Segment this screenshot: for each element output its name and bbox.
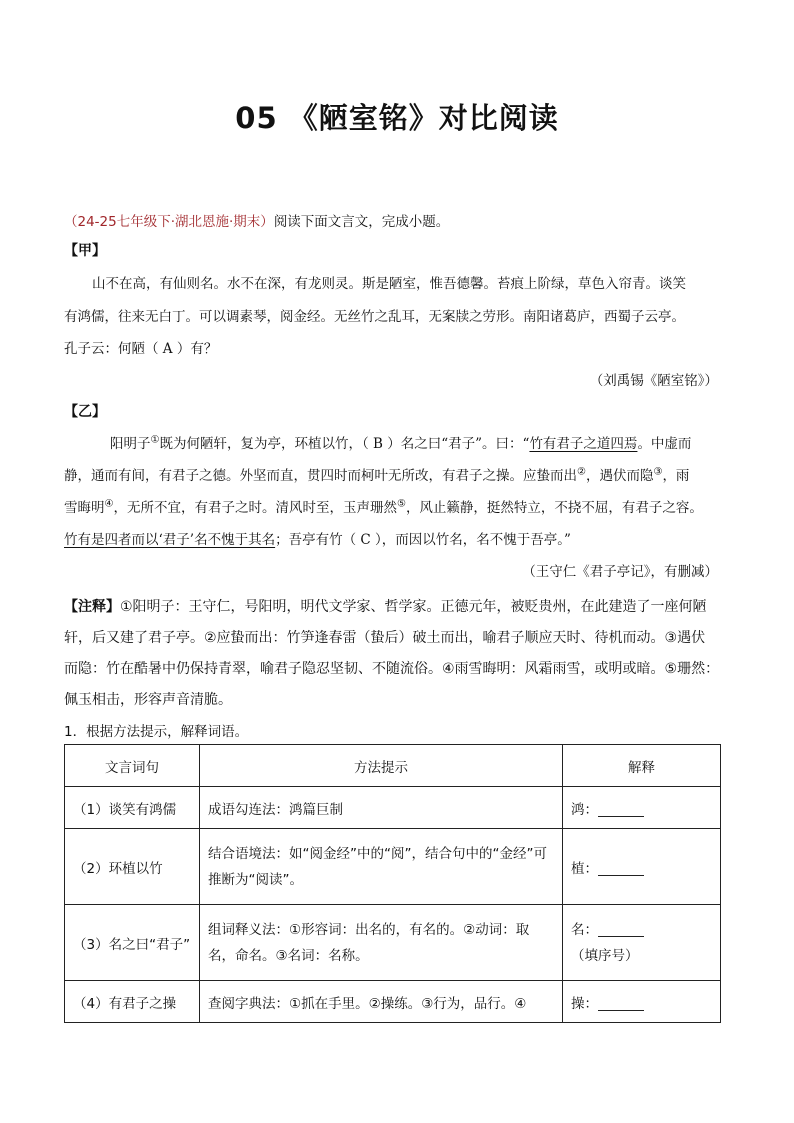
- yi-line-4: [64, 528, 571, 548]
- intro-instruction: 阅读下面文言文，完成小题。: [273, 214, 450, 230]
- yi-line-2: [64, 464, 689, 484]
- answer-blank[interactable]: [598, 861, 644, 876]
- yi-text: 雪晦明: [64, 500, 105, 516]
- note-marker: ⑤: [396, 498, 406, 510]
- yi-text: ，雨: [662, 468, 690, 484]
- col-header: 方法提示: [200, 745, 563, 787]
- table-row: [65, 905, 721, 981]
- col-header: 文言词句: [65, 745, 200, 787]
- note-marker: ④: [104, 498, 114, 510]
- table-header-row: [65, 745, 721, 787]
- yi-text: 阳明子: [110, 436, 151, 452]
- source-tag: （24-25七年级下·湖北恩施·期末）: [64, 214, 274, 230]
- answer-label: 植：: [571, 860, 598, 877]
- yi-text: ，无所不宜，有君子之时。清风时至，玉声珊然: [113, 500, 397, 516]
- answer-label: 操：: [571, 995, 598, 1012]
- answer-cell: [563, 829, 721, 905]
- jia-line-3: 孔子云：何陋（ A ）有？: [64, 341, 218, 357]
- word-cell: （4）有君子之操: [65, 981, 200, 1023]
- yi-underlined-sentence: 竹有君子之道四焉: [529, 436, 638, 452]
- answer-blank[interactable]: [598, 802, 644, 817]
- answer-blank[interactable]: [598, 996, 644, 1011]
- yi-text: ，风止籁静，挺然特立，不挠不屈，有君子之容。: [405, 500, 703, 516]
- answer-cell: [563, 981, 721, 1023]
- hint-cell: 组词释义法：①形容词：出名的，有名的。②动词：取名，命名。③名词：名称。: [200, 905, 563, 981]
- question-1: 1．根据方法提示，解释词语。: [64, 724, 249, 740]
- answer-blank[interactable]: [598, 922, 644, 937]
- notes-label: 【注释】: [64, 599, 120, 615]
- vocab-table: [64, 744, 721, 1023]
- answer-cell: [563, 905, 721, 981]
- yi-text: ；吾亭有竹（ C ），而因以竹名，名不愧于吾亭。”: [275, 532, 571, 548]
- col-header: 解释: [563, 745, 721, 787]
- answer-label: 鸿：: [571, 801, 598, 818]
- notes-line-4: 佩玉相击，形容声音清脆。: [64, 692, 232, 708]
- hint-cell: 成语勾连法：鸿篇巨制: [200, 787, 563, 829]
- answer-label: 名：: [571, 921, 598, 938]
- yi-label: 【乙】: [64, 404, 106, 420]
- table-row: [65, 787, 721, 829]
- yi-underlined-sentence: 竹有是四者而以‘君子’名不愧于其名: [64, 532, 276, 548]
- answer-note: （填序号）: [571, 947, 639, 964]
- note-marker: ①: [150, 434, 160, 446]
- notes-line-2: 轩，后又建了君子亭。②应蛰而出：竹笋逢春雷（蛰后）破土而出，喻君子顺应天时、待机而动。③遇伏: [64, 630, 706, 646]
- yi-text: ，遇伏而隐: [585, 468, 654, 484]
- word-cell: （3）名之曰“君子”: [65, 905, 200, 981]
- jia-line-1: 山不在高，有仙则名。水不在深，有龙则灵。斯是陋室，惟吾德馨。苔痕上阶绿，草色入帘青。谈笑: [92, 276, 686, 292]
- intro-line: [64, 210, 449, 230]
- yi-line-1: [110, 432, 691, 452]
- jia-label: 【甲】: [64, 243, 106, 259]
- notes-text: ①阳明子：王守仁，号阳明，明代文学家、哲学家。正德元年，被贬贵州，在此建造了一座何陋: [120, 599, 707, 615]
- jia-line-2: 有鸿儒，往来无白丁。可以调素琴，阅金经。无丝竹之乱耳，无案牍之劳形。南阳诸葛庐，西蜀子云亭。: [64, 309, 685, 325]
- notes-line-3: 而隐：竹在酷暑中仍保持青翠，喻君子隐忍坚韧、不随流俗。④雨雪晦明：风霜雨雪，或明或暗。⑤珊然：: [64, 661, 720, 677]
- yi-line-3: [64, 496, 703, 516]
- word-cell: （2）环植以竹: [65, 829, 200, 905]
- table-row: [65, 981, 721, 1023]
- yi-text: 既为何陋轩，复为亭，环植以竹，（ B ）名之曰“君子”。曰：“: [159, 436, 530, 452]
- hint-cell: 查阅字典法：①抓在手里。②操练。③行为，品行。④: [200, 981, 563, 1023]
- note-marker: ②: [577, 466, 586, 478]
- yi-text: 。中虚而: [637, 436, 692, 452]
- word-cell: （1）谈笑有鸿儒: [65, 787, 200, 829]
- hint-cell: 结合语境法：如“阅金经”中的“阅”，结合句中的“金经”可推断为“阅读”。: [200, 829, 563, 905]
- table-row: [65, 829, 721, 905]
- note-marker: ③: [653, 466, 663, 478]
- yi-attribution: （王守仁《君子亭记》，有删减）: [522, 564, 718, 580]
- page-title: 05 《陋室铭》对比阅读: [235, 101, 559, 135]
- answer-cell: [563, 787, 721, 829]
- yi-text: 静，通而有间，有君子之德。外坚而直，贯四时而柯叶无所改，有君子之操。应蛰而出: [64, 468, 577, 484]
- notes-line-1: [64, 596, 707, 616]
- jia-attribution: （刘禹锡《陋室铭》）: [589, 373, 718, 389]
